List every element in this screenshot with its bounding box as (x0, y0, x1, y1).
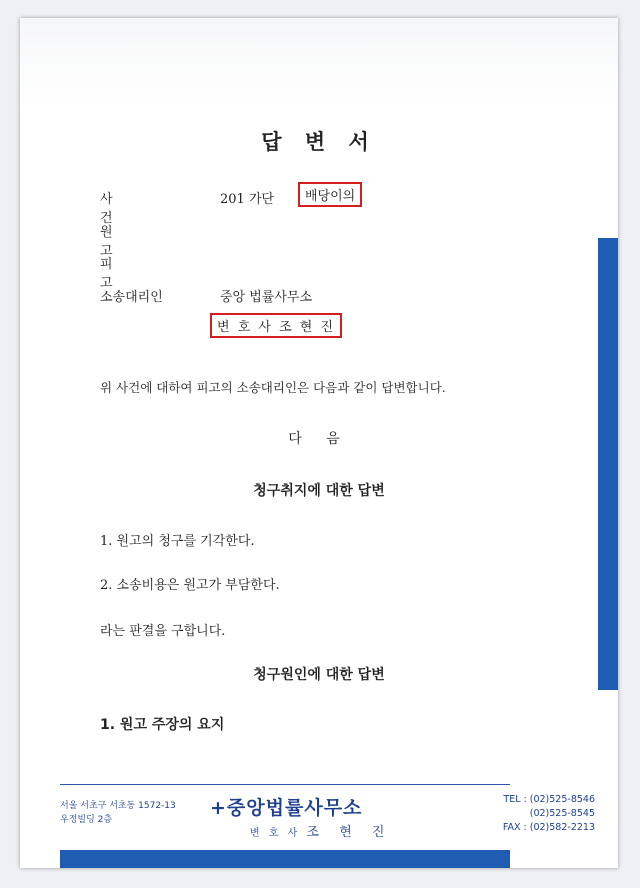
footer-contact (455, 793, 595, 835)
footer-address (60, 799, 176, 827)
defendant-label: 피 고 (100, 257, 131, 291)
intro-sentence: 위 사건에 대하여 피고의 소송대리인은 다음과 같이 답변합니다. (100, 380, 446, 395)
document-title: 답 변 서 (261, 129, 377, 154)
item-1: 1. 원고의 청구를 기각한다. (100, 534, 255, 549)
lawyer-line (250, 821, 392, 840)
plaintiff-label: 원 고 (100, 225, 131, 259)
side-blue-bar (598, 238, 618, 690)
item-3: 라는 판결을 구합니다. (100, 624, 226, 639)
lawyer-name: 조 현 진 (306, 825, 393, 840)
document-page (20, 18, 618, 868)
case-label: 사 건 (100, 192, 131, 226)
attorney-name-highlight: 변 호 사 조 현 진 (210, 313, 342, 338)
lawyer-title: 변 호 사 (250, 828, 301, 839)
tel-line: TEL : (02)525-8546 (503, 794, 595, 805)
footer-blue-band (60, 850, 510, 868)
letterhead-footer (60, 784, 595, 851)
attorney-label: 소송대리인 (100, 290, 163, 305)
attorney-firm: 중앙 법률사무소 (220, 290, 313, 305)
item-2: 2. 소송비용은 원고가 부담한다. (100, 578, 280, 593)
section2-heading: 청구원인에 대한 답변 (253, 667, 385, 683)
address-line-1: 서울 서초구 서초동 1572-13 (60, 801, 176, 811)
subheading-1: 1. 원고 주장의 요지 (100, 717, 225, 733)
address-line-2: 우정빌딩 2층 (60, 815, 113, 825)
fax-line: FAX : (02)582-2213 (502, 822, 595, 833)
case-number: 201 가단 (220, 192, 275, 207)
scan-artifact (20, 18, 618, 108)
tel2-line: (02)525-8545 (529, 808, 595, 819)
section1-heading: 청구취지에 대한 답변 (253, 483, 385, 499)
firm-name: +중앙법률사무소 (210, 797, 363, 819)
next-heading: 다 음 (288, 431, 350, 447)
case-name-highlight: 배당이의 (298, 182, 362, 207)
